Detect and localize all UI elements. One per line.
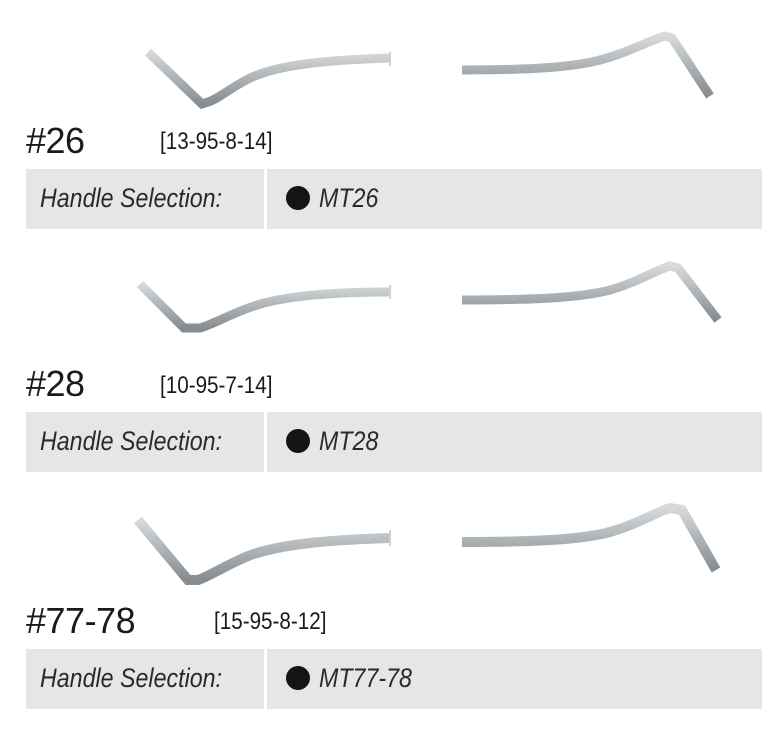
row-divider: [264, 412, 267, 472]
product-code: [13-95-8-14]: [160, 128, 273, 155]
instrument-right-image: [460, 30, 716, 102]
product-model-number: #28: [26, 363, 85, 404]
handle-selection-label: Handle Selection:: [40, 183, 223, 213]
handle-selection-row: [26, 169, 762, 229]
product-code: [15-95-8-12]: [214, 608, 327, 635]
bullet-icon: [286, 666, 310, 690]
product-model-number: #26: [26, 120, 85, 161]
product-model-number: #77-78: [26, 600, 136, 641]
instrument-left-image: [132, 512, 392, 588]
handle-selection-value: MT28: [319, 426, 379, 456]
handle-selection-label: Handle Selection:: [40, 663, 223, 693]
row-divider: [264, 169, 267, 229]
instrument-left-image: [140, 36, 392, 112]
instrument-left-image: [134, 270, 392, 338]
handle-selection-value: MT26: [319, 183, 379, 213]
handle-selection-label: Handle Selection:: [40, 426, 223, 456]
instrument-right-image: [460, 258, 724, 326]
handle-selection-row: [26, 649, 762, 709]
row-divider: [264, 649, 267, 709]
bullet-icon: [286, 186, 310, 210]
instrument-right-image: [460, 498, 724, 578]
handle-selection-value: MT77-78: [319, 663, 412, 693]
handle-selection-row: [26, 412, 762, 472]
product-code: [10-95-7-14]: [160, 372, 273, 399]
bullet-icon: [286, 429, 310, 453]
